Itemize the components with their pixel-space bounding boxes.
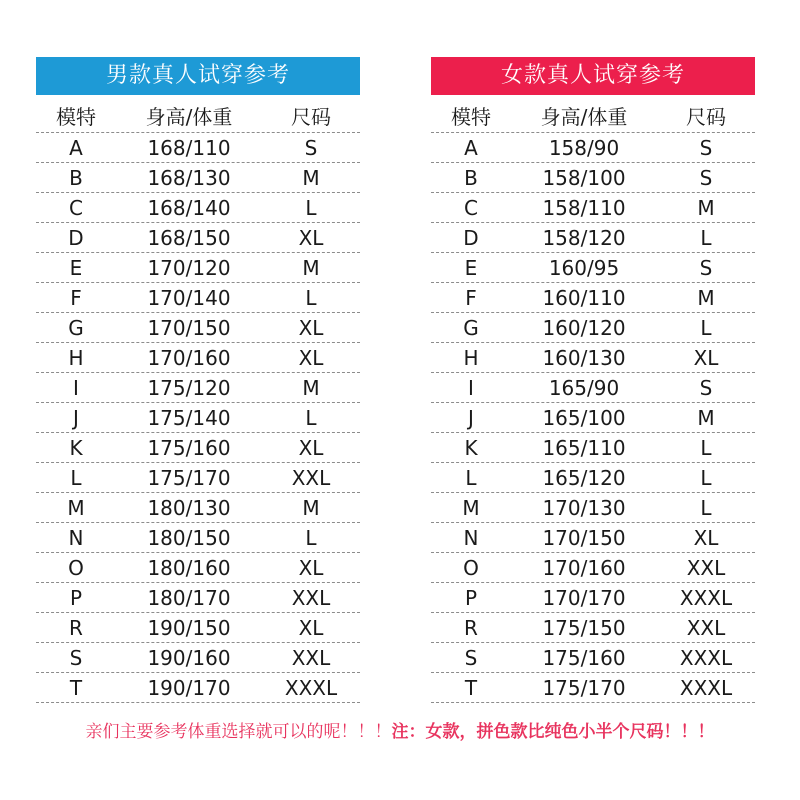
height-weight-cell: 165/120: [542, 466, 626, 490]
size-cell: XXXL: [679, 586, 733, 610]
size-cell: XL: [693, 526, 719, 550]
model-cell: E: [464, 256, 478, 280]
size-cell: XL: [298, 316, 324, 340]
height-weight-cell: 170/160: [542, 556, 626, 580]
size-cell: L: [700, 496, 712, 520]
men-size-table: [36, 102, 360, 703]
height-weight-cell: 160/130: [542, 346, 626, 370]
table-row: [36, 493, 360, 523]
table-row: [431, 373, 755, 403]
table-row: [431, 553, 755, 583]
height-weight-cell: 168/130: [147, 166, 231, 190]
table-row: [36, 643, 360, 673]
size-cell: M: [697, 406, 715, 430]
table-row: [36, 523, 360, 553]
women-size-panel: [431, 57, 755, 703]
table-row: [431, 193, 755, 223]
table-row: [431, 643, 755, 673]
model-cell: I: [468, 376, 474, 400]
model-cell: M: [67, 496, 85, 520]
table-row: [36, 553, 360, 583]
table-row: [431, 583, 755, 613]
men-table-header: [36, 102, 360, 133]
note-bold-text: 注：女款，拼色款比纯色小半个尺码！！！: [391, 722, 715, 742]
height-weight-cell: 158/100: [542, 166, 626, 190]
size-cell: L: [305, 526, 317, 550]
size-cell: M: [697, 286, 715, 310]
table-row: [36, 313, 360, 343]
model-cell: C: [69, 196, 83, 220]
table-row: [36, 343, 360, 373]
height-weight-cell: 180/170: [147, 586, 231, 610]
model-cell: C: [464, 196, 478, 220]
height-weight-cell: 160/110: [542, 286, 626, 310]
size-cell: XL: [693, 346, 719, 370]
height-weight-cell: 175/170: [147, 466, 231, 490]
model-cell: J: [468, 406, 474, 430]
table-row: [431, 673, 755, 703]
height-weight-cell: 165/90: [548, 376, 620, 400]
model-cell: A: [464, 136, 478, 160]
height-weight-cell: 180/130: [147, 496, 231, 520]
size-cell: XXXL: [284, 676, 338, 700]
size-cell: M: [697, 196, 715, 220]
model-cell: F: [465, 286, 477, 310]
model-cell: N: [463, 526, 479, 550]
model-cell: S: [464, 646, 478, 670]
model-cell: O: [463, 556, 479, 580]
header-size: 尺码: [291, 105, 331, 129]
size-cell: XXL: [686, 616, 726, 640]
size-cell: XXL: [291, 586, 331, 610]
height-weight-cell: 170/120: [147, 256, 231, 280]
size-cell: XXXL: [679, 646, 733, 670]
height-weight-cell: 160/120: [542, 316, 626, 340]
size-cell: L: [700, 466, 712, 490]
height-weight-cell: 168/110: [147, 136, 231, 160]
header-height-weight: 身高/体重: [540, 105, 628, 129]
model-cell: H: [463, 346, 479, 370]
model-cell: G: [68, 316, 84, 340]
women-banner-title: 女款真人试穿参考: [431, 57, 755, 95]
model-cell: K: [69, 436, 83, 460]
model-cell: J: [73, 406, 79, 430]
model-cell: M: [462, 496, 480, 520]
height-weight-cell: 168/150: [147, 226, 231, 250]
size-cell: XXXL: [679, 676, 733, 700]
height-weight-cell: 170/150: [542, 526, 626, 550]
table-row: [36, 253, 360, 283]
footer-note: [0, 718, 800, 746]
model-cell: L: [70, 466, 82, 490]
model-cell: G: [463, 316, 479, 340]
size-cell: XL: [298, 346, 324, 370]
height-weight-cell: 175/120: [147, 376, 231, 400]
height-weight-cell: 158/90: [548, 136, 620, 160]
model-cell: B: [464, 166, 478, 190]
model-cell: R: [464, 616, 478, 640]
size-cell: XL: [298, 436, 324, 460]
model-cell: I: [73, 376, 79, 400]
model-cell: P: [464, 586, 478, 610]
model-cell: L: [465, 466, 477, 490]
height-weight-cell: 175/160: [542, 646, 626, 670]
table-row: [431, 343, 755, 373]
model-cell: T: [69, 676, 83, 700]
model-cell: E: [69, 256, 83, 280]
height-weight-cell: 170/170: [542, 586, 626, 610]
size-cell: L: [305, 196, 317, 220]
model-cell: H: [68, 346, 84, 370]
size-cell: L: [700, 436, 712, 460]
height-weight-cell: 165/100: [542, 406, 626, 430]
height-weight-cell: 190/160: [147, 646, 231, 670]
table-row: [431, 613, 755, 643]
size-cell: S: [304, 136, 318, 160]
size-cell: L: [700, 226, 712, 250]
model-cell: D: [68, 226, 84, 250]
men-size-panel: [36, 57, 360, 703]
height-weight-cell: 175/150: [542, 616, 626, 640]
table-row: [36, 133, 360, 163]
model-cell: S: [69, 646, 83, 670]
table-row: [36, 583, 360, 613]
height-weight-cell: 175/170: [542, 676, 626, 700]
size-cell: L: [305, 286, 317, 310]
model-cell: R: [69, 616, 83, 640]
height-weight-cell: 190/170: [147, 676, 231, 700]
table-row: [431, 313, 755, 343]
table-row: [36, 193, 360, 223]
men-table-body: [36, 133, 360, 703]
size-cell: S: [699, 376, 713, 400]
women-size-table: [431, 102, 755, 703]
women-table-header: [431, 102, 755, 133]
size-cell: M: [302, 496, 320, 520]
model-cell: O: [68, 556, 84, 580]
size-cell: M: [302, 376, 320, 400]
size-cell: S: [699, 136, 713, 160]
men-banner-title: 男款真人试穿参考: [36, 57, 360, 95]
height-weight-cell: 170/130: [542, 496, 626, 520]
table-row: [431, 223, 755, 253]
table-row: [431, 133, 755, 163]
table-row: [36, 463, 360, 493]
table-row: [431, 433, 755, 463]
header-size: 尺码: [686, 105, 726, 129]
height-weight-cell: 175/160: [147, 436, 231, 460]
header-height-weight: 身高/体重: [145, 105, 233, 129]
size-cell: M: [302, 166, 320, 190]
height-weight-cell: 170/140: [147, 286, 231, 310]
model-cell: K: [464, 436, 478, 460]
size-cell: XXL: [291, 646, 331, 670]
model-cell: D: [463, 226, 479, 250]
table-row: [36, 283, 360, 313]
model-cell: T: [464, 676, 478, 700]
size-cell: L: [305, 406, 317, 430]
size-cell: XL: [298, 226, 324, 250]
table-row: [36, 403, 360, 433]
note-text: 亲们主要参考体重选择就可以的呢！！！: [85, 722, 392, 742]
table-row: [431, 283, 755, 313]
size-cell: S: [699, 166, 713, 190]
height-weight-cell: 160/95: [548, 256, 620, 280]
table-row: [431, 463, 755, 493]
height-weight-cell: 158/120: [542, 226, 626, 250]
header-model: 模特: [451, 105, 491, 129]
table-row: [36, 223, 360, 253]
table-row: [36, 163, 360, 193]
height-weight-cell: 165/110: [542, 436, 626, 460]
table-row: [431, 493, 755, 523]
height-weight-cell: 168/140: [147, 196, 231, 220]
model-cell: N: [68, 526, 84, 550]
women-table-body: [431, 133, 755, 703]
header-model: 模特: [56, 105, 96, 129]
height-weight-cell: 180/150: [147, 526, 231, 550]
height-weight-cell: 190/150: [147, 616, 231, 640]
height-weight-cell: 170/150: [147, 316, 231, 340]
table-row: [36, 373, 360, 403]
height-weight-cell: 175/140: [147, 406, 231, 430]
height-weight-cell: 170/160: [147, 346, 231, 370]
size-cell: XL: [298, 616, 324, 640]
model-cell: P: [69, 586, 83, 610]
table-row: [36, 613, 360, 643]
table-row: [36, 433, 360, 463]
size-cell: XXL: [291, 466, 331, 490]
height-weight-cell: 180/160: [147, 556, 231, 580]
model-cell: A: [69, 136, 83, 160]
size-cell: S: [699, 256, 713, 280]
model-cell: F: [70, 286, 82, 310]
model-cell: B: [69, 166, 83, 190]
table-row: [431, 403, 755, 433]
size-cell: M: [302, 256, 320, 280]
size-cell: XXL: [686, 556, 726, 580]
table-row: [431, 163, 755, 193]
table-row: [36, 673, 360, 703]
table-row: [431, 253, 755, 283]
height-weight-cell: 158/110: [542, 196, 626, 220]
size-cell: XL: [298, 556, 324, 580]
table-row: [431, 523, 755, 553]
size-cell: L: [700, 316, 712, 340]
